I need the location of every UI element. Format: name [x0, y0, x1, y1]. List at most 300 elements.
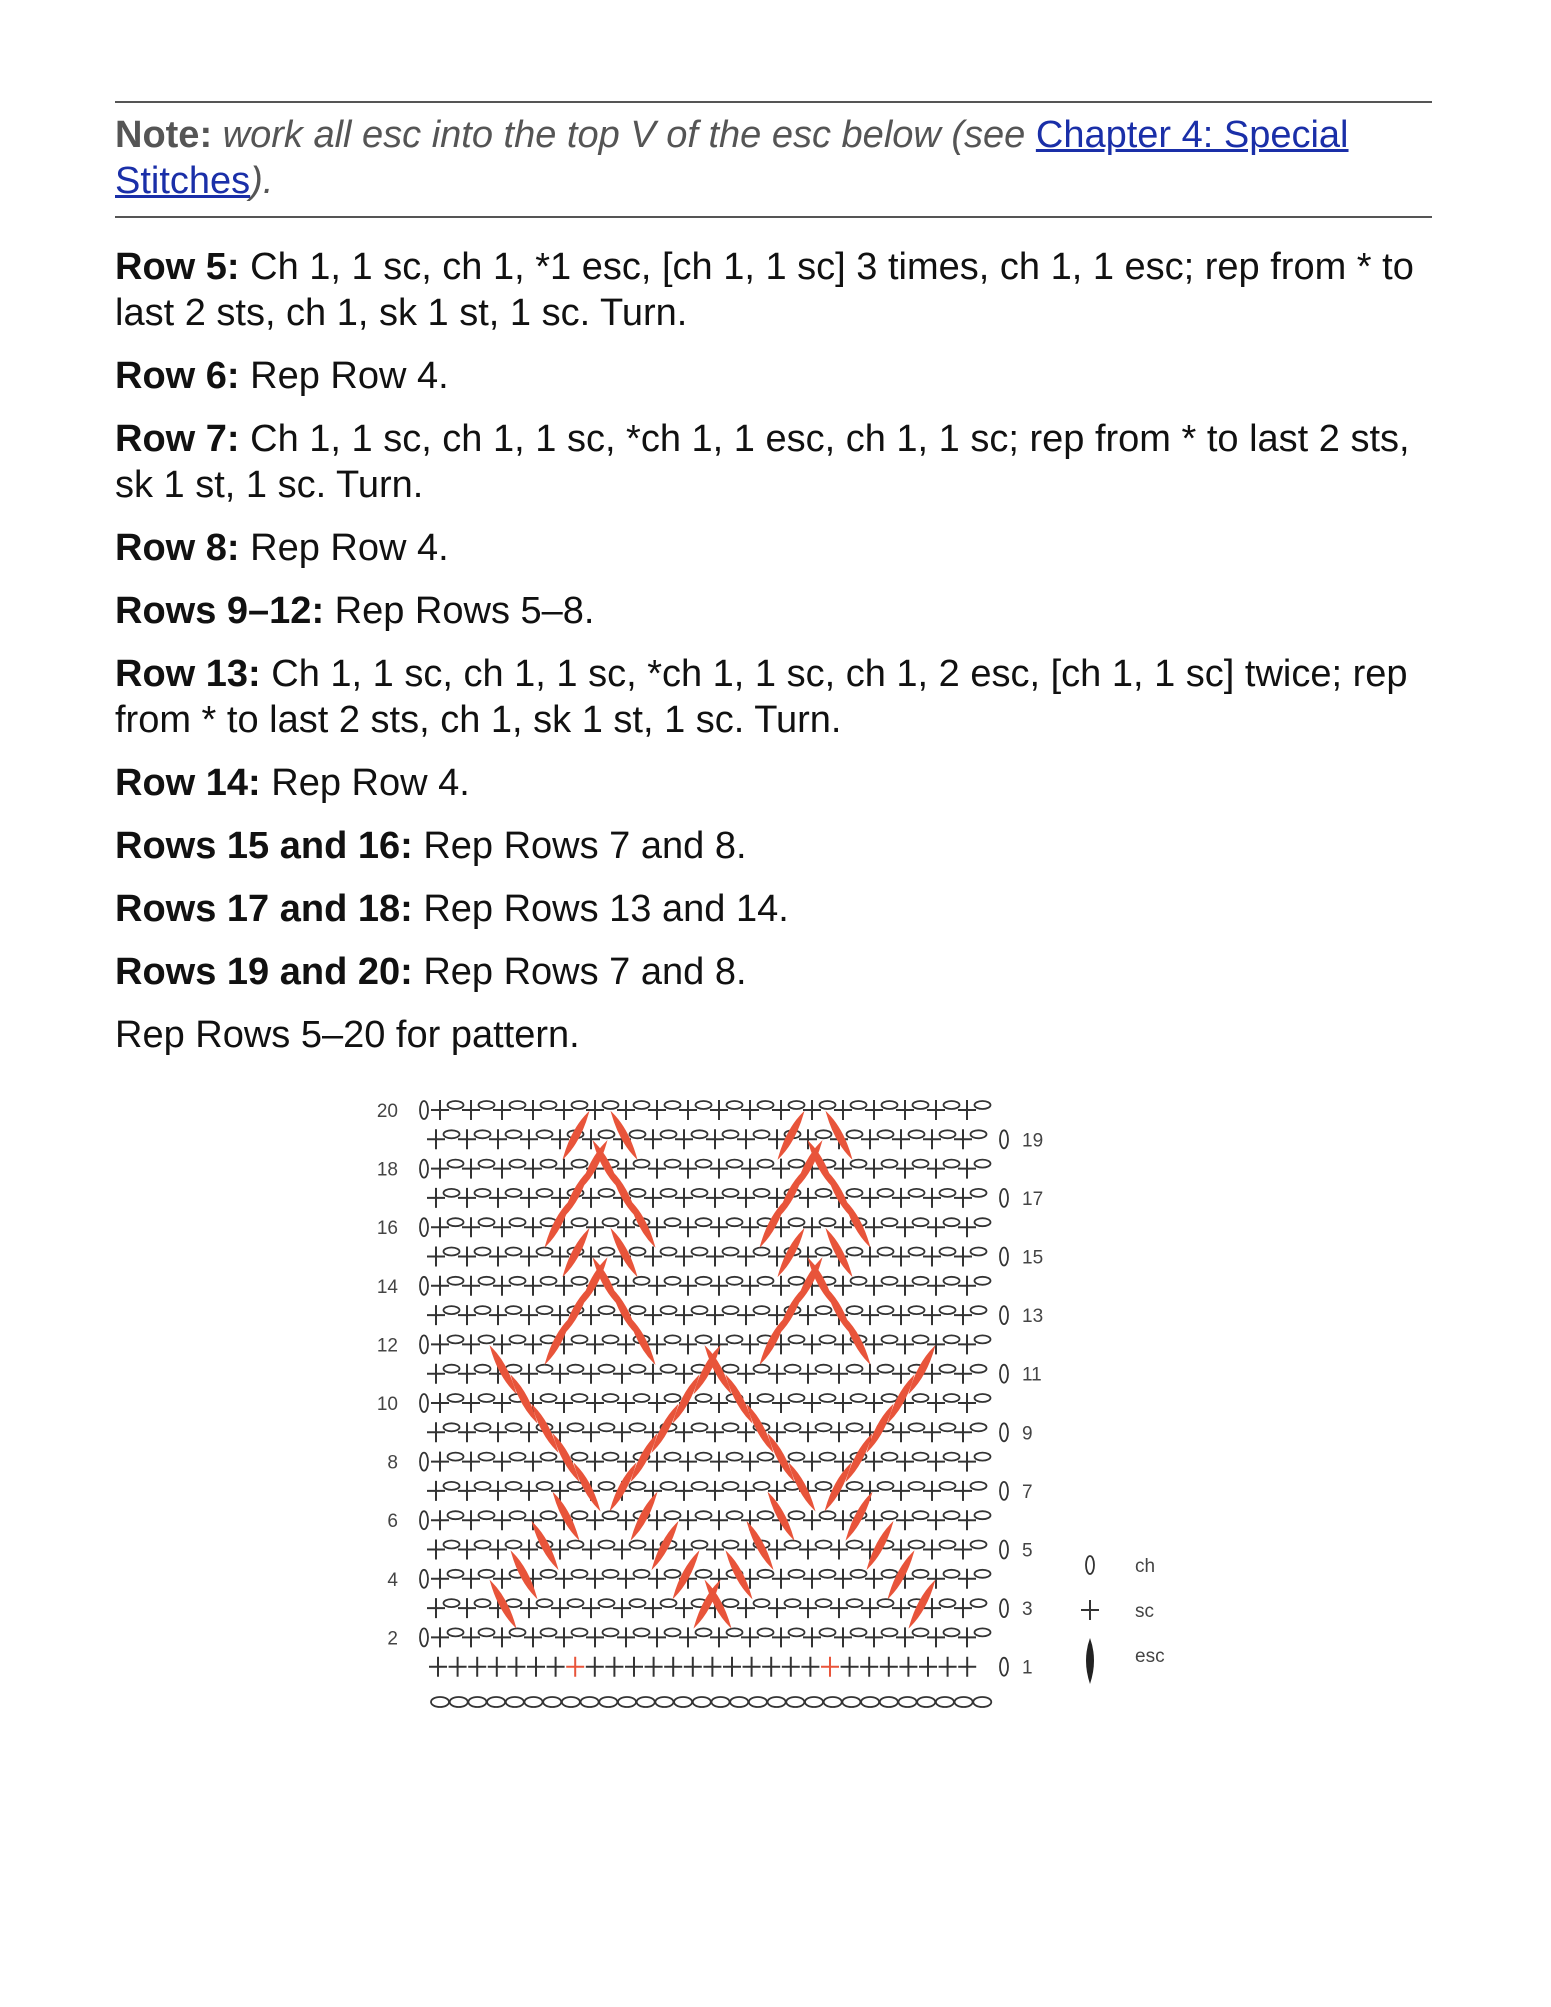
- ch-symbol: [603, 1453, 619, 1461]
- ch-symbol: [692, 1541, 708, 1549]
- ch-symbol: [878, 1248, 894, 1256]
- turning-ch-symbol: [420, 1628, 428, 1646]
- ch-symbol: [940, 1482, 956, 1490]
- ch-symbol: [789, 1335, 805, 1343]
- ch-symbol: [448, 1101, 464, 1109]
- ch-symbol: [634, 1160, 650, 1168]
- sc-symbol: [861, 1364, 879, 1384]
- ch-symbol: [665, 1101, 681, 1109]
- sc-symbol: [566, 1657, 584, 1677]
- sc-symbol: [605, 1657, 623, 1677]
- sc-symbol: [896, 1452, 914, 1472]
- ch-symbol: [537, 1599, 553, 1607]
- instruction-row: Rows 17 and 18: Rep Rows 13 and 14.: [115, 888, 789, 930]
- ch-symbol: [665, 1218, 681, 1226]
- sc-symbol: [927, 1510, 945, 1530]
- ch-symbol: [975, 1453, 991, 1461]
- sc-symbol: [586, 1569, 604, 1589]
- foundation-ch-symbol: [431, 1697, 449, 1707]
- sc-symbol: [617, 1217, 635, 1237]
- ch-symbol: [661, 1306, 677, 1314]
- sc-symbol: [799, 1422, 817, 1442]
- sc-symbol: [462, 1276, 480, 1296]
- instruction-row: Rows 15 and 16: Rep Rows 7 and 8.: [115, 825, 747, 867]
- ch-symbol: [940, 1599, 956, 1607]
- sc-symbol: [710, 1627, 728, 1647]
- sc-symbol: [617, 1510, 635, 1530]
- sc-symbol: [706, 1540, 724, 1560]
- sc-symbol: [737, 1188, 755, 1208]
- sc-symbol: [458, 1540, 476, 1560]
- esc-symbol: [910, 1582, 934, 1626]
- sc-symbol: [493, 1627, 511, 1647]
- ch-symbol: [851, 1628, 867, 1636]
- ch-symbol: [541, 1453, 557, 1461]
- sc-symbol: [710, 1393, 728, 1413]
- ch-symbol: [909, 1482, 925, 1490]
- foundation-ch-symbol: [899, 1697, 917, 1707]
- sc-symbol: [582, 1540, 600, 1560]
- sc-symbol: [431, 1100, 449, 1120]
- sc-symbol: [706, 1422, 724, 1442]
- row-number-left: 20: [376, 1101, 398, 1122]
- ch-symbol: [971, 1365, 987, 1373]
- ch-symbol: [696, 1453, 712, 1461]
- sc-symbol: [958, 1510, 976, 1530]
- instruction-row: Row 7: Ch 1, 1 sc, ch 1, 1 sc, *ch 1, 1 esc, ch 1, 1 sc; rep from * to last 2 sts, sk 1 st, 1 sc. Turn.: [115, 418, 1410, 506]
- foundation-ch-symbol: [693, 1697, 711, 1707]
- sc-symbol: [427, 1422, 445, 1442]
- sc-symbol: [741, 1100, 759, 1120]
- ch-symbol: [785, 1423, 801, 1431]
- sc-symbol: [613, 1540, 631, 1560]
- ch-symbol: [665, 1511, 681, 1519]
- sc-symbol: [493, 1217, 511, 1237]
- sc-symbol: [648, 1100, 666, 1120]
- ch-symbol: [727, 1277, 743, 1285]
- ch-symbol: [630, 1541, 646, 1549]
- sc-symbol: [489, 1129, 507, 1149]
- ch-symbol: [754, 1130, 770, 1138]
- sc-symbol: [954, 1422, 972, 1442]
- ch-symbol: [603, 1101, 619, 1109]
- ch-symbol: [572, 1218, 588, 1226]
- foundation-ch-symbol: [468, 1697, 486, 1707]
- ch-symbol: [975, 1277, 991, 1285]
- ch-symbol: [975, 1511, 991, 1519]
- ch-symbol: [909, 1189, 925, 1197]
- ch-symbol: [816, 1306, 832, 1314]
- turning-ch-symbol: [1000, 1306, 1008, 1324]
- ch-symbol: [603, 1394, 619, 1402]
- sc-symbol: [772, 1276, 790, 1296]
- ch-symbol: [572, 1511, 588, 1519]
- sc-symbol: [1081, 1600, 1099, 1620]
- sc-symbol: [710, 1569, 728, 1589]
- ch-symbol: [603, 1570, 619, 1578]
- sc-symbol: [706, 1305, 724, 1325]
- ch-symbol: [909, 1306, 925, 1314]
- esc-symbol: [868, 1524, 892, 1568]
- sc-symbol: [710, 1334, 728, 1354]
- ch-symbol: [816, 1365, 832, 1373]
- esc-symbol: [868, 1406, 892, 1450]
- sc-symbol: [741, 1276, 759, 1296]
- sc-symbol: [613, 1422, 631, 1442]
- chapter-link[interactable]: Chapter 4: Special Stitches: [115, 114, 1349, 202]
- ch-symbol: [661, 1599, 677, 1607]
- turning-ch-symbol: [420, 1570, 428, 1588]
- turning-ch-symbol: [420, 1160, 428, 1178]
- ch-symbol: [758, 1570, 774, 1578]
- ch-symbol: [444, 1130, 460, 1138]
- ch-symbol: [444, 1248, 460, 1256]
- sc-symbol: [865, 1627, 883, 1647]
- sc-symbol: [493, 1159, 511, 1179]
- sc-symbol: [427, 1364, 445, 1384]
- ch-symbol: [878, 1365, 894, 1373]
- ch-symbol: [692, 1130, 708, 1138]
- esc-symbol: [674, 1377, 698, 1421]
- ch-symbol: [479, 1570, 495, 1578]
- sc-symbol: [520, 1188, 538, 1208]
- ch-symbol: [913, 1101, 929, 1109]
- sc-symbol: [743, 1657, 761, 1677]
- legend-label-esc: esc: [1135, 1646, 1165, 1667]
- ch-symbol: [568, 1599, 584, 1607]
- sc-symbol: [892, 1305, 910, 1325]
- instruction-row: Rows 19 and 20: Rep Rows 7 and 8.: [115, 951, 747, 993]
- sc-symbol: [923, 1129, 941, 1149]
- sc-symbol: [710, 1510, 728, 1530]
- ch-symbol: [599, 1189, 615, 1197]
- ch-symbol: [913, 1511, 929, 1519]
- ch-symbol: [754, 1189, 770, 1197]
- sc-symbol: [954, 1129, 972, 1149]
- foundation-ch-symbol: [506, 1697, 524, 1707]
- foundation-ch-symbol: [955, 1697, 973, 1707]
- esc-symbol: [612, 1113, 636, 1157]
- sc-symbol: [741, 1334, 759, 1354]
- ch-symbol: [785, 1365, 801, 1373]
- esc-symbol: [632, 1436, 656, 1480]
- ch-symbol: [661, 1482, 677, 1490]
- ch-symbol: [971, 1130, 987, 1138]
- sc-symbol: [458, 1598, 476, 1618]
- ch-symbol: [882, 1101, 898, 1109]
- sc-symbol: [737, 1540, 755, 1560]
- ch-symbol: [696, 1628, 712, 1636]
- sc-symbol: [803, 1452, 821, 1472]
- sc-symbol: [679, 1217, 697, 1237]
- sc-symbol: [710, 1159, 728, 1179]
- foundation-ch-symbol: [973, 1697, 991, 1707]
- sc-symbol: [427, 1247, 445, 1267]
- foundation-ch-symbol: [936, 1697, 954, 1707]
- ch-symbol: [479, 1628, 495, 1636]
- sc-symbol: [834, 1334, 852, 1354]
- row-number-left: 6: [387, 1511, 398, 1533]
- ch-symbol: [444, 1365, 460, 1373]
- ch-symbol: [975, 1570, 991, 1578]
- ch-symbol: [506, 1248, 522, 1256]
- sc-symbol: [927, 1452, 945, 1472]
- sc-symbol: [427, 1481, 445, 1501]
- foundation-ch-symbol: [749, 1697, 767, 1707]
- ch-symbol: [754, 1306, 770, 1314]
- sc-symbol: [524, 1100, 542, 1120]
- ch-symbol: [572, 1394, 588, 1402]
- ch-symbol: [944, 1101, 960, 1109]
- sc-symbol: [555, 1569, 573, 1589]
- ch-symbol: [510, 1160, 526, 1168]
- ch-symbol: [851, 1101, 867, 1109]
- sc-symbol: [803, 1627, 821, 1647]
- sc-symbol: [958, 1334, 976, 1354]
- sc-symbol: [617, 1334, 635, 1354]
- ch-symbol: [599, 1306, 615, 1314]
- sc-symbol: [644, 1305, 662, 1325]
- ch-symbol: [971, 1423, 987, 1431]
- ch-symbol: [475, 1541, 491, 1549]
- sc-symbol: [524, 1452, 542, 1472]
- ch-symbol: [723, 1306, 739, 1314]
- ch-symbol: [789, 1570, 805, 1578]
- sc-symbol: [679, 1276, 697, 1296]
- ch-symbol: [878, 1599, 894, 1607]
- sc-symbol: [865, 1510, 883, 1530]
- esc-symbol: [727, 1553, 751, 1597]
- ch-symbol: [475, 1248, 491, 1256]
- ch-symbol: [944, 1218, 960, 1226]
- sc-symbol: [613, 1364, 631, 1384]
- sc-symbol: [958, 1452, 976, 1472]
- sc-symbol: [896, 1510, 914, 1530]
- ch-symbol: [444, 1189, 460, 1197]
- ch-symbol: [789, 1453, 805, 1461]
- sc-symbol: [841, 1657, 859, 1677]
- ch-symbol: [789, 1511, 805, 1519]
- ch-symbol: [692, 1423, 708, 1431]
- foundation-ch-symbol: [712, 1697, 730, 1707]
- ch-symbol: [944, 1394, 960, 1402]
- sc-symbol: [644, 1598, 662, 1618]
- sc-symbol: [551, 1598, 569, 1618]
- ch-symbol: [448, 1453, 464, 1461]
- turning-ch-symbol: [420, 1277, 428, 1295]
- ch-symbol: [727, 1160, 743, 1168]
- sc-symbol: [520, 1422, 538, 1442]
- ch-symbol: [444, 1482, 460, 1490]
- sc-symbol: [586, 1452, 604, 1472]
- sc-symbol: [896, 1159, 914, 1179]
- sc-symbol: [684, 1657, 702, 1677]
- sc-symbol: [462, 1334, 480, 1354]
- ch-symbol: [661, 1248, 677, 1256]
- sc-symbol: [830, 1598, 848, 1618]
- ch-symbol: [940, 1189, 956, 1197]
- sc-symbol: [520, 1598, 538, 1618]
- sc-symbol: [645, 1657, 663, 1677]
- sc-symbol: [648, 1569, 666, 1589]
- sc-symbol: [617, 1159, 635, 1179]
- sc-symbol: [547, 1657, 565, 1677]
- sc-symbol: [493, 1569, 511, 1589]
- sc-symbol: [706, 1481, 724, 1501]
- ch-symbol: [572, 1101, 588, 1109]
- sc-symbol: [520, 1481, 538, 1501]
- sc-symbol: [431, 1627, 449, 1647]
- ch-symbol: [448, 1218, 464, 1226]
- sc-symbol: [954, 1481, 972, 1501]
- ch-symbol: [479, 1101, 495, 1109]
- ch-symbol: [634, 1628, 650, 1636]
- ch-symbol: [758, 1394, 774, 1402]
- sc-symbol: [555, 1393, 573, 1413]
- sc-symbol: [648, 1159, 666, 1179]
- ch-symbol: [506, 1189, 522, 1197]
- row-number-right: 17: [1022, 1188, 1044, 1210]
- sc-symbol: [799, 1598, 817, 1618]
- sc-symbol: [493, 1510, 511, 1530]
- ch-symbol: [758, 1453, 774, 1461]
- ch-symbol: [882, 1511, 898, 1519]
- foundation-ch-symbol: [525, 1697, 543, 1707]
- ch-symbol: [510, 1511, 526, 1519]
- ch-symbol: [727, 1335, 743, 1343]
- ch-symbol: [572, 1570, 588, 1578]
- sc-symbol: [489, 1188, 507, 1208]
- sc-symbol: [524, 1217, 542, 1237]
- foundation-ch-symbol: [599, 1697, 617, 1707]
- sc-symbol: [896, 1276, 914, 1296]
- sc-symbol: [803, 1569, 821, 1589]
- ch-symbol: [971, 1248, 987, 1256]
- ch-symbol: [847, 1130, 863, 1138]
- sc-symbol: [613, 1598, 631, 1618]
- foundation-ch-symbol: [861, 1697, 879, 1707]
- sc-symbol: [954, 1364, 972, 1384]
- sc-symbol: [954, 1247, 972, 1267]
- ch-symbol: [816, 1130, 832, 1138]
- sc-symbol: [625, 1657, 643, 1677]
- ch-symbol: [568, 1423, 584, 1431]
- ch-symbol: [665, 1277, 681, 1285]
- sc-symbol: [431, 1334, 449, 1354]
- ch-symbol: [789, 1101, 805, 1109]
- sc-symbol: [679, 1334, 697, 1354]
- ch-symbol: [847, 1365, 863, 1373]
- legend-label-ch: ch: [1135, 1556, 1156, 1577]
- sc-symbol: [427, 1540, 445, 1560]
- sc-symbol: [524, 1276, 542, 1296]
- ch-symbol: [789, 1218, 805, 1226]
- ch-symbol: [882, 1160, 898, 1168]
- ch-symbol: [851, 1160, 867, 1168]
- sc-symbol: [462, 1569, 480, 1589]
- sc-symbol: [834, 1217, 852, 1237]
- sc-symbol: [830, 1540, 848, 1560]
- ch-symbol: [661, 1189, 677, 1197]
- ch-symbol: [878, 1130, 894, 1138]
- turning-ch-symbol: [1000, 1423, 1008, 1441]
- foundation-ch-symbol: [880, 1697, 898, 1707]
- ch-symbol: [510, 1453, 526, 1461]
- ch-symbol: [816, 1423, 832, 1431]
- ch-symbol: [448, 1335, 464, 1343]
- ch-symbol: [665, 1570, 681, 1578]
- sc-symbol: [919, 1657, 937, 1677]
- sc-symbol: [737, 1305, 755, 1325]
- ch-symbol: [816, 1248, 832, 1256]
- ch-symbol: [634, 1277, 650, 1285]
- sc-symbol: [772, 1393, 790, 1413]
- turning-ch-symbol: [420, 1101, 428, 1119]
- sc-symbol: [431, 1217, 449, 1237]
- sc-symbol: [830, 1422, 848, 1442]
- ch-symbol: [820, 1570, 836, 1578]
- sc-symbol: [958, 1159, 976, 1179]
- sc-symbol: [927, 1100, 945, 1120]
- ch-symbol: [661, 1130, 677, 1138]
- ch-symbol: [510, 1628, 526, 1636]
- ch-symbol: [630, 1189, 646, 1197]
- ch-symbol: [878, 1306, 894, 1314]
- ch-symbol: [723, 1482, 739, 1490]
- esc-symbol: [554, 1494, 578, 1538]
- sc-symbol: [675, 1422, 693, 1442]
- ch-symbol: [599, 1541, 615, 1549]
- ch-symbol: [696, 1394, 712, 1402]
- turning-ch-symbol: [1000, 1248, 1008, 1266]
- ch-symbol: [727, 1453, 743, 1461]
- sc-symbol: [954, 1540, 972, 1560]
- sc-symbol: [458, 1188, 476, 1208]
- ch-symbol: [603, 1511, 619, 1519]
- sc-symbol: [923, 1422, 941, 1442]
- sc-symbol: [892, 1364, 910, 1384]
- row-number-right: 7: [1022, 1481, 1033, 1503]
- foundation-ch-symbol: [768, 1697, 786, 1707]
- sc-symbol: [861, 1305, 879, 1325]
- ch-symbol: [572, 1628, 588, 1636]
- sc-symbol: [741, 1627, 759, 1647]
- sc-symbol: [772, 1100, 790, 1120]
- sc-symbol: [799, 1129, 817, 1149]
- row-number-right: 11: [1022, 1364, 1042, 1386]
- ch-symbol: [696, 1511, 712, 1519]
- ch-symbol: [692, 1248, 708, 1256]
- sc-symbol: [644, 1129, 662, 1149]
- ch-symbol: [479, 1277, 495, 1285]
- sc-symbol: [489, 1247, 507, 1267]
- ch-symbol: [723, 1599, 739, 1607]
- ch-symbol: [661, 1365, 677, 1373]
- sc-symbol: [799, 1247, 817, 1267]
- ch-symbol: [727, 1101, 743, 1109]
- sc-symbol: [801, 1657, 819, 1677]
- ch-symbol: [847, 1306, 863, 1314]
- instruction-row: Row 6: Rep Row 4.: [115, 355, 449, 397]
- esc-symbol: [910, 1348, 934, 1392]
- sc-symbol: [458, 1247, 476, 1267]
- sc-symbol: [954, 1188, 972, 1208]
- sc-symbol: [803, 1100, 821, 1120]
- sc-symbol: [644, 1188, 662, 1208]
- ch-symbol: [603, 1218, 619, 1226]
- ch-symbol: [723, 1189, 739, 1197]
- sc-symbol: [586, 1393, 604, 1413]
